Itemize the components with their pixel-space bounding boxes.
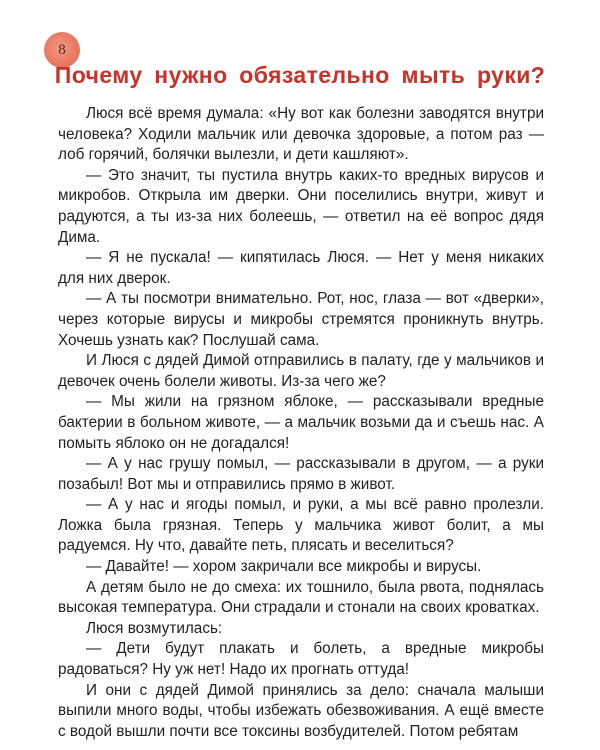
paragraph: — Я не пускала! — кипятилась Люся. — Нет у меня никаких для них дверок. (58, 249, 544, 287)
paragraph: Люся возмутилась: (86, 619, 223, 637)
paragraph: — А у нас грушу помыл, — рассказывали в другом, — а руки позабыл! Вот мы и отправились прямо в живот. (58, 455, 544, 493)
paragraph: — Давайте! — хором закричали все микробы и вирусы. (86, 558, 482, 576)
paragraph: — А у нас и ягоды помыл, и руки, а мы всё равно пролезли. Ложка была грязная. Теперь у мальчика живот болит, а мы радуемся. Ну что, давайте петь, плясать и веселиться? (58, 496, 544, 555)
paragraph: — Мы жили на грязном яблоке, — рассказывали вредные бактерии в больном животе, — а мальчик возьми да и съешь нас. А помыть яблоко он не догадался! (58, 393, 544, 452)
paragraph: И Люся с дядей Димой отправились в палату, где у мальчиков и девочек очень болели животы. Из-за чего же? (58, 352, 544, 390)
paragraph: А детям было не до смеха: их тошнило, была рвота, поднялась высокая температура. Они страдали и стонали на своих кроватках. (58, 578, 544, 617)
paragraph: Люся всё время думала: «Ну вот как болезни заводятся внутри человека? Ходили мальчик или девочка здоровые, а потом раз — лоб горячий, болячки вылезли, и дети кашляют». (58, 105, 544, 164)
paragraph: — Дети будут плакать и болеть, а вредные микробы радоваться? Ну уж нет! Надо их прогнать оттуда! (58, 640, 544, 679)
story-text (58, 104, 544, 742)
paragraph: — Это значит, ты пустила внутрь каких-то вредных вирусов и микробов. Открыла им дверки. Они поселились внутри, живут и радуются, а ты из-за них болеешь, — ответил на её вопрос дядя Дима. (58, 166, 544, 246)
page-title: Почему нужно обязательно мыть руки? (54, 62, 546, 88)
paragraph: — А ты посмотри внимательно. Рот, нос, глаза — вот «дверки», через которые вирусы и микробы стремятся проникнуть внутрь. Хочешь узнать как? Послушай сама. (58, 290, 544, 349)
paragraph: И они с дядей Димой принялись за дело: сначала малыши выпили много воды, чтобы избежать обезвоживания. А ещё вместе с водой вышли почти все токсины возбудителей. Потом ребятам (58, 681, 544, 740)
page-number: 8 (58, 41, 66, 58)
